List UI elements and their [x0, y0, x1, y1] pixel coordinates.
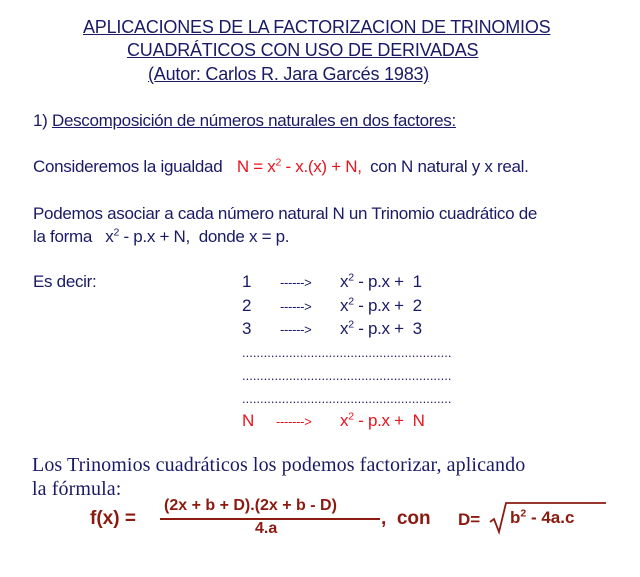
- row-rest: - p.x + 3: [353, 319, 422, 338]
- paragraph-2-line-1: Podemos asociar a cada número natural N un Trinomio cuadrático de: [33, 204, 538, 223]
- radicand-b: b: [510, 508, 521, 527]
- list-item-last: [242, 411, 425, 431]
- row-x: x: [340, 411, 349, 430]
- section-heading: [33, 111, 456, 131]
- row-rest: - p.x + N: [353, 411, 425, 430]
- dotted-line: ..........................................................: [242, 345, 452, 360]
- paragraph-1: [33, 157, 529, 177]
- es-decir-label: Es decir:: [33, 272, 97, 291]
- row-arrow: ------>: [280, 275, 312, 290]
- list-item: [242, 319, 422, 339]
- p2-line2-a: la forma x: [33, 227, 114, 246]
- row-number: N: [242, 411, 254, 430]
- formula-d-eq: D=: [458, 510, 481, 529]
- formula-lhs: f(x) =: [90, 508, 136, 529]
- p1-eq-a: N = x: [236, 157, 276, 176]
- formula-radicand: [510, 508, 574, 528]
- row-arrow: ------->: [276, 414, 312, 429]
- p1-equation: [237, 157, 362, 176]
- p1-tail: con N natural y x real.: [370, 157, 529, 176]
- title-line-2: CUADRÁTICOS CON USO DE DERIVADAS: [127, 40, 479, 60]
- formula-numerator: (2x + b + D).(2x + b - D): [164, 497, 337, 514]
- formula-con: , con: [381, 508, 431, 529]
- row-rest: - p.x + 2: [353, 296, 422, 315]
- row-exp: 2: [348, 295, 354, 308]
- paragraph-3-line-2: la fórmula:: [32, 478, 122, 500]
- title-line-3: (Autor: Carlos R. Jara Garcés 1983): [148, 64, 430, 84]
- paragraph-2-line-2: [33, 227, 289, 247]
- p1-text: Consideremos la igualdad: [33, 157, 223, 176]
- section-number: 1): [33, 111, 48, 130]
- p2-line2-b: - p.x + N, donde x = p.: [119, 227, 290, 246]
- formula-denominator: 4.a: [255, 520, 278, 537]
- row-number: 3: [242, 319, 252, 338]
- row-rest: - p.x + 1: [353, 272, 422, 291]
- row-x: x: [340, 272, 349, 291]
- dotted-line: ..........................................................: [242, 368, 452, 383]
- title-line-1: APLICACIONES DE LA FACTORIZACION DE TRINOMIOS: [83, 17, 551, 37]
- p2-line2-exp: 2: [113, 226, 120, 239]
- row-x: x: [340, 319, 349, 338]
- row-exp: 2: [348, 410, 354, 423]
- row-number: 1: [242, 272, 252, 291]
- p1-eq-b: - x.(x) + N,: [281, 157, 362, 176]
- row-arrow: ------>: [280, 322, 312, 337]
- row-exp: 2: [348, 318, 354, 331]
- list-item: [242, 296, 422, 316]
- list-item: [242, 272, 422, 292]
- radicand-rest: - 4a.c: [526, 508, 575, 527]
- row-exp: 2: [348, 271, 354, 284]
- row-number: 2: [242, 296, 252, 315]
- dotted-line: ..........................................................: [242, 391, 452, 406]
- row-arrow: ------>: [280, 299, 312, 314]
- paragraph-3-line-1: Los Trinomios cuadráticos los podemos factorizar, aplicando: [32, 454, 526, 476]
- row-x: x: [340, 296, 349, 315]
- p1-eq-exp: 2: [275, 156, 282, 169]
- radicand-exp: 2: [520, 507, 527, 520]
- section-heading-text: Descomposición de números naturales en dos factores:: [51, 111, 456, 130]
